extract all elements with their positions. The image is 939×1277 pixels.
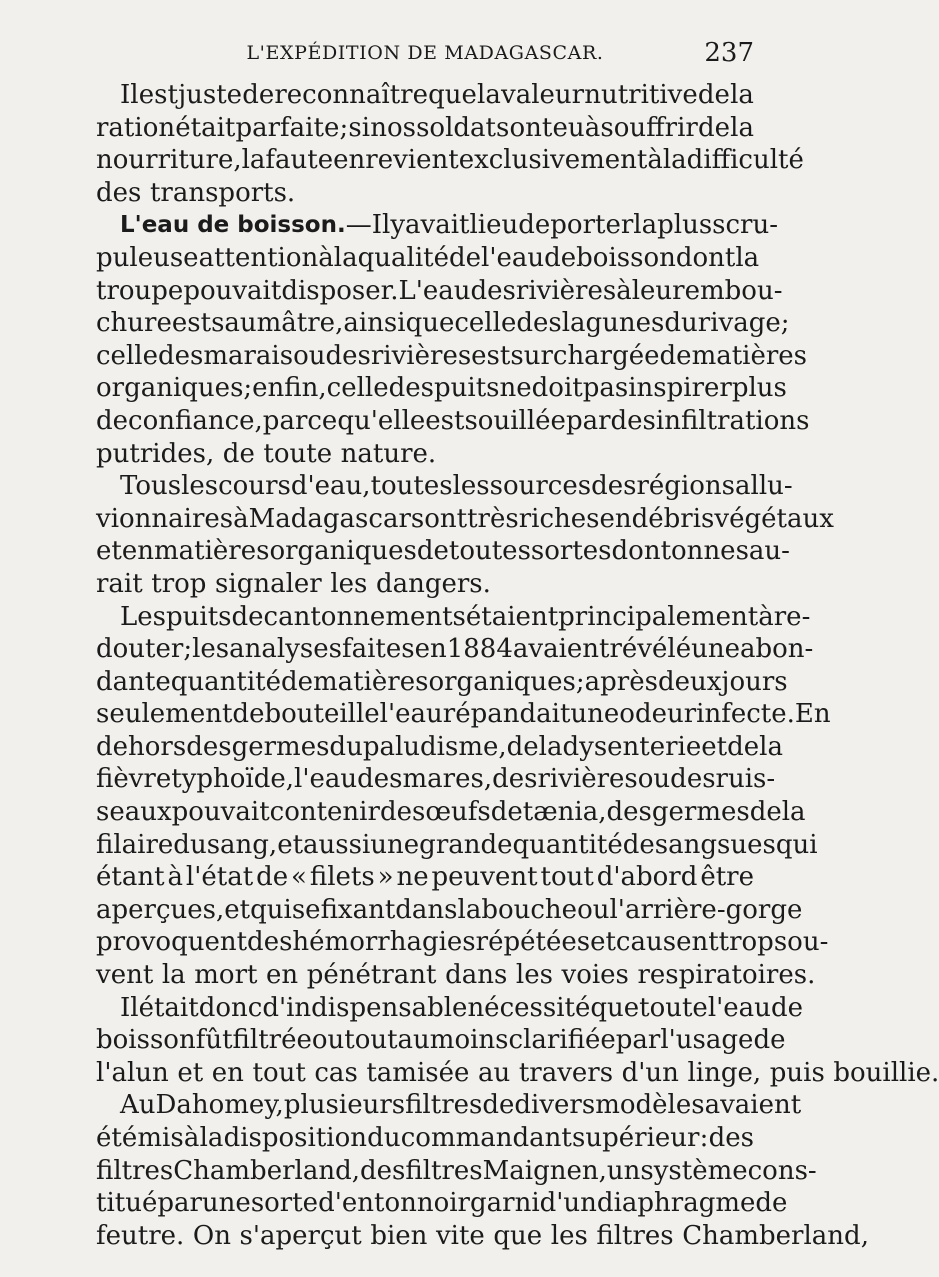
text-line: dehors des germes du paludisme, de la dysenterie et de la [96,731,783,762]
paragraph [96,79,804,209]
paragraph [96,1089,869,1252]
text-line: vent la mort en pénétrant dans les voies respiratoires. [96,960,816,991]
text-line: Au Dahomey, plusieurs filtres de divers modèles avaient [120,1090,802,1121]
text-line: putrides, de toute nature. [96,438,437,469]
text-line: Tous les cours d'eau, toutes les sources des régions allu- [120,471,793,502]
text-line: Les puits de cantonnements étaient principalement à re- [120,601,811,632]
body-text [96,79,939,1252]
text-line: filaire du sang, et aussi une grande quantité de sangsues qui [96,829,818,860]
paragraph [96,601,831,992]
text-line: ration était parfaite ; si nos soldats ont eu à souffrir de la [96,112,754,143]
text-line: douter ; les analyses faites en 1884 avaient révélé une abon- [96,634,814,665]
text-line: été mis à la disposition du commandant supérieur : des [96,1123,754,1153]
text-line: chure est saumâtre, ainsi que celle des lagunes du rivage ; [96,308,790,339]
running-title: L'EXPÉDITION DE MADAGASCAR. [246,42,604,64]
paragraph [96,209,810,470]
text-line: troupe pouvait disposer. L'eau des rivières à leur embou- [96,275,783,306]
text-line: dante quantité de matières organiques ; après deux jours [96,666,788,697]
text-line: de confiance, parce qu'elle est souillée par des infiltrations [96,405,810,436]
text-line: des transports. [96,177,296,208]
text-line: rait trop signaler les dangers. [96,568,491,599]
text-line: et en matières organiques de toutes sortes dont on ne sau- [96,536,790,567]
text-line: étant à l'état de « filets » ne peuvent tout d'abord être [96,862,754,893]
section-heading: L'eau de boisson. [120,212,346,239]
text-line: seulement de bouteille l'eau répandait une odeur infecte. En [96,699,831,730]
page-header [96,36,754,70]
text-line: Il était donc d'indispensable nécessité que toute l'eau de [120,992,803,1023]
paragraph [96,992,939,1090]
page-number: 237 [704,38,754,68]
text-line: fièvre typhoïde, l'eau des mares, des rivières ou des ruis- [96,764,776,795]
text-line: celle des marais ou des rivières est surchargée de matières [96,340,808,371]
text-line: Il est juste de reconnaître que la valeur nutritive de la [120,80,754,110]
text-line: boisson fût filtrée ou tout au moins clarifiée par l'usage de [96,1025,786,1056]
text-line: feutre. On s'aperçut bien vite que les filtres Chamberland, [96,1220,869,1251]
text-line: l'alun et en tout cas tamisée au travers d'un linge, puis bouillie. [96,1057,939,1088]
text-line: provoquent des hémorrhagies répétées et causent trop sou- [96,927,829,958]
text-line: L'eau de boisson. — Il y avait lieu de porter la plus scru- [120,210,779,241]
text-line: aperçues, et qui se fixant dans la bouche ou l'arrière-gorge [96,894,803,925]
text-line: seaux pouvait contenir des œufs de tænia, des germes de la [96,797,806,828]
text-line: puleuse attention à la qualité de l'eau de boisson dont la [96,242,760,273]
paragraph [96,470,834,600]
text-line: filtres Chamberland, des filtres Maignen, un système cons- [96,1155,817,1186]
text-line: nourriture, la faute en revient exclusivement à la difficulté [96,145,804,176]
text-line: vionnaires à Madagascar sont très riches en débris végétaux [96,503,834,534]
text-line: organiques ; enfin, celle des puits ne doit pas inspirer plus [96,373,787,404]
text-line: titué par une sorte d'entonnoir garni d'un diaphragme de [96,1188,788,1219]
